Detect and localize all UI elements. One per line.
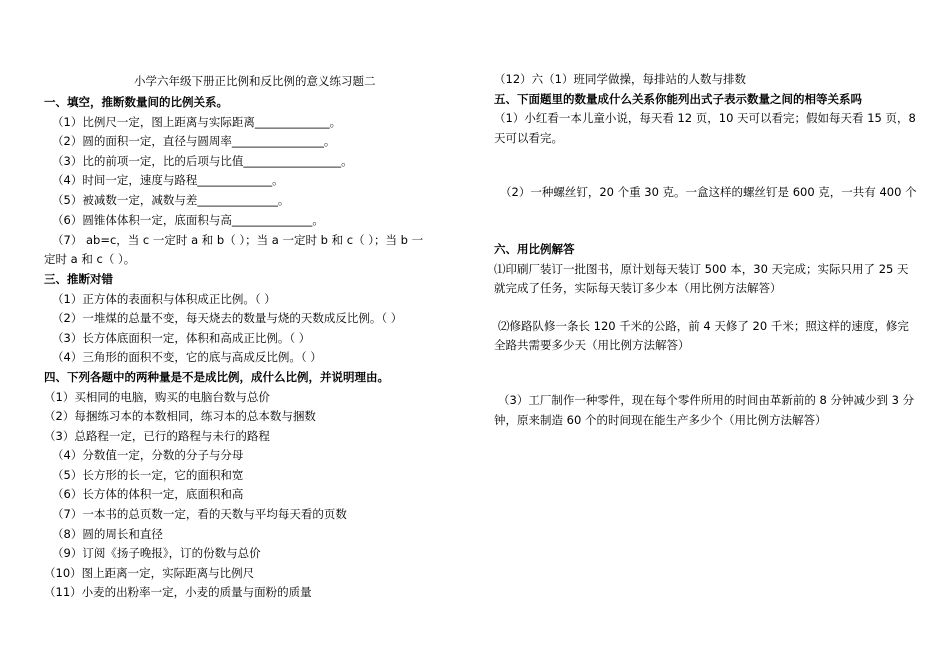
ratio-item-3: （3）总路程一定，已行的路程与未行的路程 — [44, 429, 270, 443]
ratio-item-1: （1）买相同的电脑，购买的电脑台数与总价 — [44, 390, 270, 404]
ratio-item-6: （6）长方体的体积一定，底面积和高 — [52, 487, 244, 501]
fill-item-2: （2）圆的面积一定，直径与圆周率________________。 — [52, 134, 336, 148]
solve-item-2-cont: 全路共需要多少天（用比例方法解答） — [494, 338, 690, 352]
ratio-item-10: （10）图上距离一定，实际距离与比例尺 — [44, 566, 255, 580]
relation-item-1: （1）小红看一本儿童小说，每天看 12 页，10 天可以看完；假如每天看 15 页，8 — [494, 111, 916, 125]
judge-item-3: （3）长方体底面积一定，体积和高成正比例。（ ） — [52, 331, 311, 345]
ratio-item-5: （5）长方形的长一定，它的面积和宽 — [52, 468, 244, 482]
judge-item-1: （1）正方体的表面积与体积成正比例。（ ） — [52, 292, 276, 306]
fill-item-7: （7） ab=c，当 c 一定时 a 和 b（ ）；当 a 一定时 b 和 c（ ）；当 b 一 — [52, 233, 424, 247]
ratio-item-11: （11）小麦的出粉率一定，小麦的质量与面粉的质量 — [44, 585, 312, 599]
solve-item-2: ⑵修路队修一条长 120 千米的公路，前 4 天修了 20 千米；照这样的速度，修完 — [498, 319, 909, 333]
section-5-heading: 五、下面题里的数量成什么关系你能列出式子表示数量之间的相等关系吗 — [494, 92, 862, 106]
section-3-heading: 三、推断对错 — [44, 272, 113, 286]
solve-item-1: ⑴印刷厂装订一批图书，原计划每天装订 500 本，30 天完成；实际只用了 25 天 — [494, 262, 909, 276]
fill-item-7-cont: 定时 a 和 c（ ）。 — [44, 252, 136, 266]
ratio-item-9: （9）订阅《扬子晚报》，订的份数与总价 — [52, 546, 261, 560]
ratio-item-4: （4）分数值一定，分数的分子与分母 — [52, 448, 244, 462]
section-1-heading: 一、填空，推断数量间的比例关系。 — [44, 95, 228, 109]
section-6-heading: 六、用比例解答 — [494, 242, 575, 256]
ratio-item-12: （12）六（1）班同学做操，每排站的人数与排数 — [494, 72, 746, 86]
solve-item-1-cont: 就完成了任务，实际每天装订多少本（用比例方法解答） — [494, 281, 782, 295]
ratio-item-2: （2）每捆练习本的本数相同，练习本的总本数与捆数 — [44, 409, 316, 423]
fill-item-3: （3）比的前项一定，比的后项与比值_________________。 — [52, 154, 353, 168]
page-title: 小学六年级下册正比例和反比例的意义练习题二 — [134, 74, 376, 88]
judge-item-2: （2）一堆煤的总量不变，每天烧去的数量与烧的天数成反比例。（ ） — [52, 311, 403, 325]
ratio-item-8: （8）圆的周长和直径 — [52, 527, 163, 541]
section-4-heading: 四、下列各题中的两种量是不是成比例，成什么比例，并说明理由。 — [44, 370, 389, 384]
relation-item-2: （2）一种螺丝钉，20 个重 30 克。一盒这样的螺丝钉是 600 克，一共有 400 个 — [500, 185, 917, 199]
fill-item-6: （6）圆锥体体积一定，底面积与高______________。 — [52, 213, 324, 227]
fill-item-1: （1）比例尺一定，图上距离与实际距离_____________。 — [52, 115, 342, 129]
solve-item-3: （3）工厂制作一种零件，现在每个零件所用的时间由革新前的 8 分钟减少到 3 分 — [498, 393, 915, 407]
fill-item-4: （4）时间一定，速度与路程_____________。 — [52, 173, 284, 187]
ratio-item-7: （7）一本书的总页数一定，看的天数与平均每天看的页数 — [52, 507, 347, 521]
solve-item-3-cont: 钟，原来制造 60 个的时间现在能生产多少个（用比例方法解答） — [494, 413, 827, 427]
fill-item-5: （5）被减数一定，减数与差______________。 — [52, 193, 290, 207]
relation-item-1-cont: 天可以看完。 — [494, 131, 563, 145]
judge-item-4: （4）三角形的面积不变，它的底与高成反比例。（ ） — [52, 350, 322, 364]
